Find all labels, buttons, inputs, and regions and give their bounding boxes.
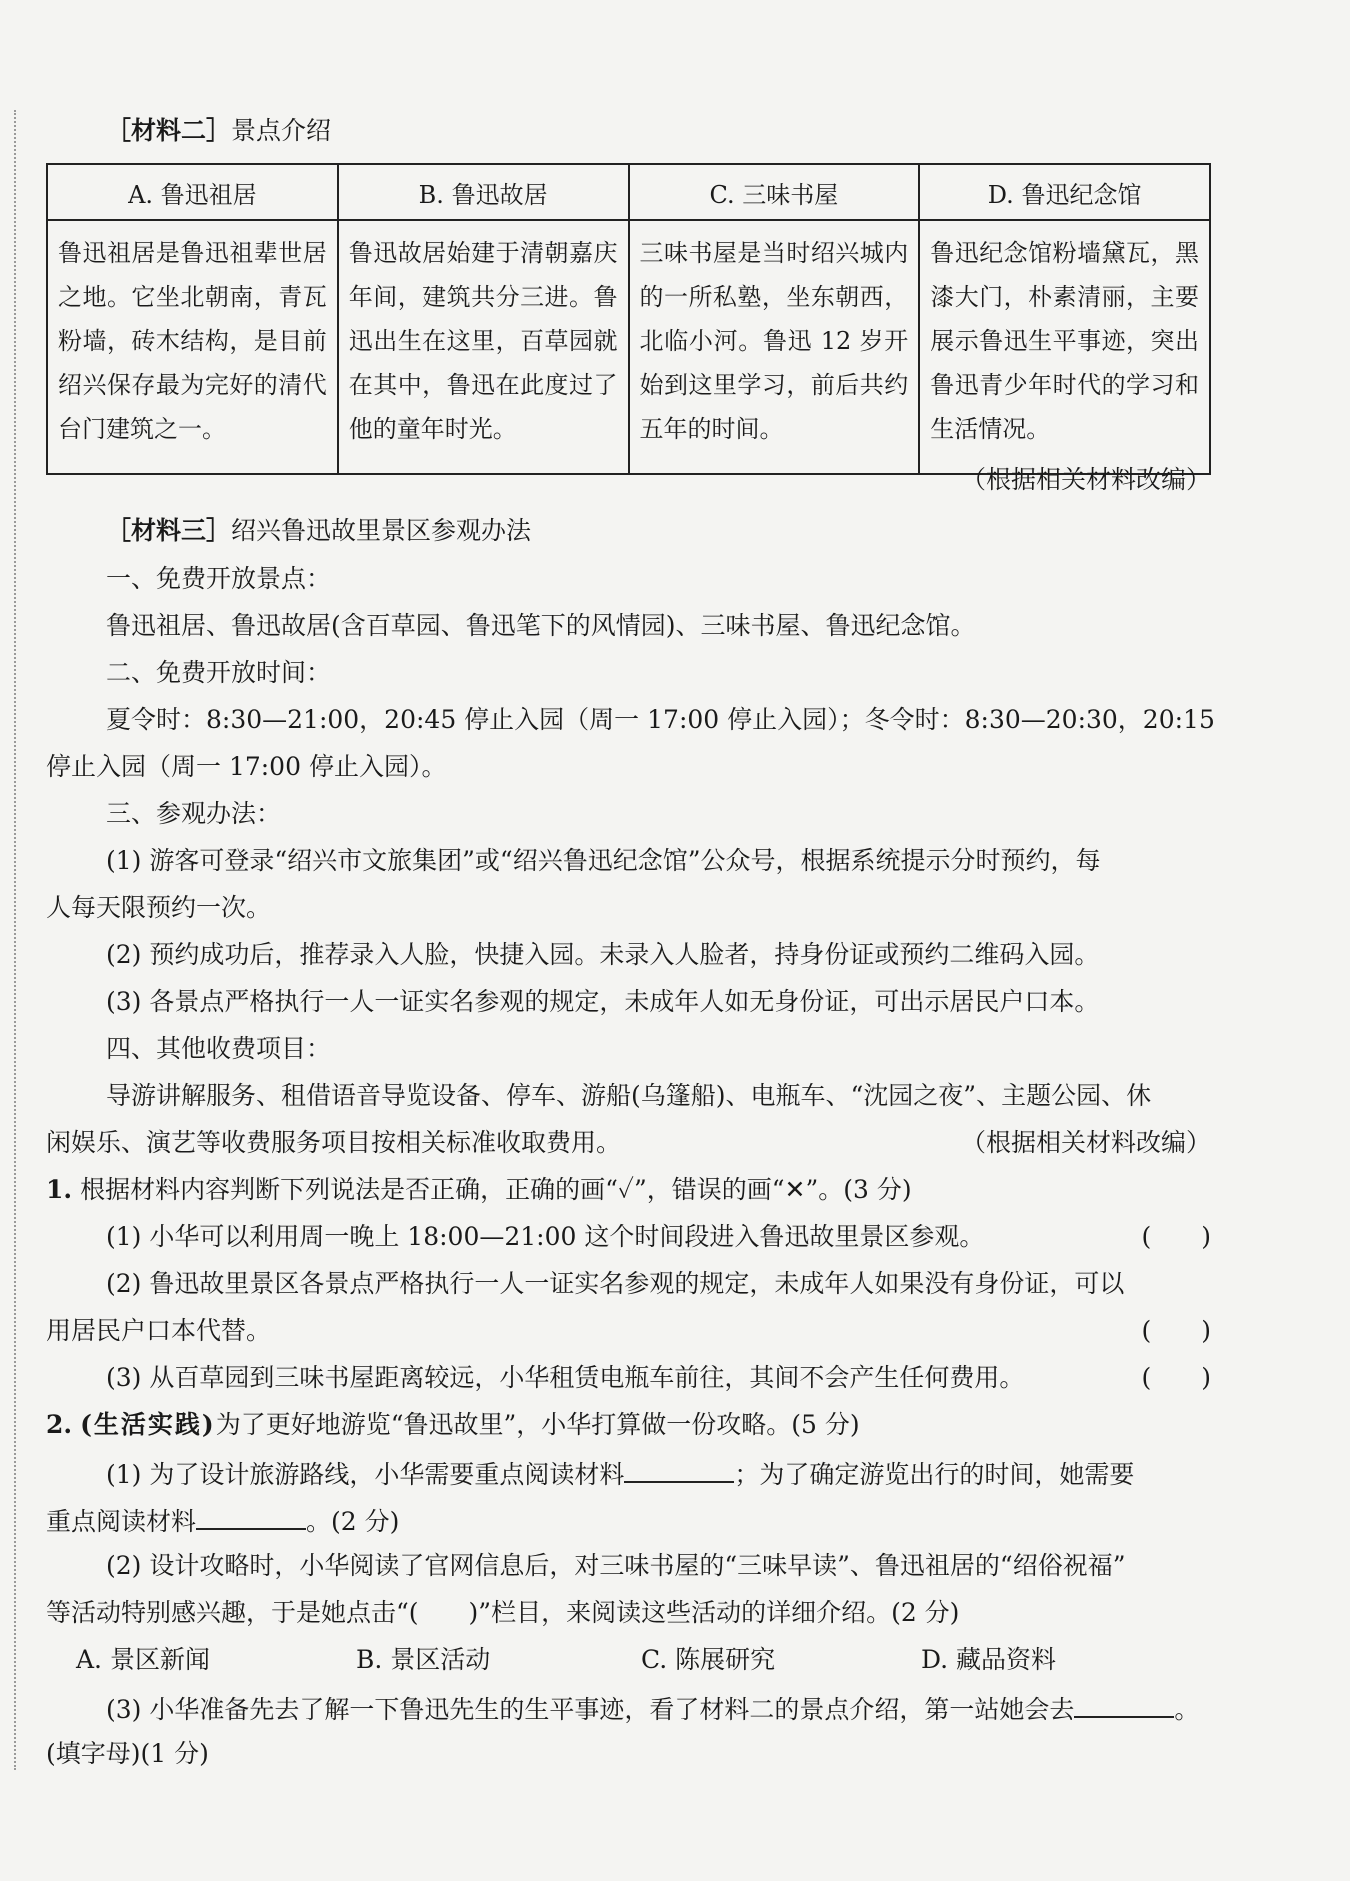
material3-label: ［材料三］ — [106, 516, 232, 545]
question2-part1-text-a: (1) 为了设计旅游路线，小华需要重点阅读材料 — [106, 1460, 625, 1489]
section4-title: 四、其他收费项目： — [106, 1034, 332, 1063]
table-header-c: C. 三味书屋 — [629, 164, 920, 220]
table-header-a: A. 鲁迅祖居 — [47, 164, 338, 220]
question1-item2-answer-box[interactable]: ( ) — [1141, 1316, 1211, 1345]
table-header-d: D. 鲁迅纪念馆 — [919, 164, 1210, 220]
question2-part3-line2: (填字母)(1 分) — [46, 1739, 209, 1768]
question2-number: 2. — [46, 1410, 73, 1439]
question2-part2-line1: (2) 设计攻略时，小华阅读了官网信息后，对三味书屋的“三味早读”、鲁迅祖居的“绍俗祝福” — [106, 1551, 1126, 1580]
question2-part1-line1 — [106, 1455, 1134, 1492]
question1-item1: (1) 小华可以利用周一晚上 18:00—21:00 这个时间段进入鲁迅故里景区参观。 — [106, 1222, 985, 1251]
section3-item1-line1: (1) 游客可登录“绍兴市文旅集团”或“绍兴鲁迅纪念馆”公众号，根据系统提示分时预约，每 — [106, 846, 1101, 875]
question2-part3-line1 — [106, 1690, 1199, 1727]
table-cell-b: 鲁迅故居始建于清朝嘉庆年间，建筑共分三进。鲁迅出生在这里，百草园就在其中，鲁迅在此度过了他的童年时光。 — [338, 220, 629, 474]
section4-body-line1: 导游讲解服务、租借语音导览设备、停车、游船(乌篷船)、电瓶车、“沈园之夜”、主题公园、休 — [106, 1081, 1152, 1110]
scenic-spots-table — [46, 163, 1211, 475]
question2-part3-text: (3) 小华准备先去了解一下鲁迅先生的生平事迹，看了材料二的景点介绍，第一站她会去 — [106, 1695, 1075, 1724]
question1-text: 根据材料内容判断下列说法是否正确，正确的画“✓”，错误的画“✕”。(3 分) — [80, 1175, 912, 1204]
section1-title: 一、免费开放景点： — [106, 564, 332, 593]
question2-part2-line2: 等活动特别感兴趣，于是她点击“( )”栏目，来阅读这些活动的详细介绍。(2 分) — [46, 1598, 960, 1627]
question2-tag: (生活实践) — [80, 1410, 216, 1439]
section4-body-line2: 闲娱乐、演艺等收费服务项目按相关标准收取费用。 — [46, 1128, 622, 1157]
question2-part1-blank2[interactable] — [196, 1502, 306, 1530]
material3-source: （根据相关材料改编） — [960, 1128, 1211, 1157]
question1-item3: (3) 从百草园到三味书屋距离较远，小华租赁电瓶车前往，其间不会产生任何费用。 — [106, 1363, 1025, 1392]
question2-part1-blank1[interactable] — [624, 1455, 734, 1483]
question1-number: 1. — [46, 1175, 73, 1204]
option-d[interactable]: D. 藏品资料 — [921, 1645, 1057, 1674]
question2-stem — [46, 1408, 860, 1442]
question2-part1-text-d: 。(2 分) — [306, 1507, 400, 1536]
material3-title: 绍兴鲁迅故里景区参观办法 — [231, 516, 532, 545]
section3-item1-line2: 人每天限预约一次。 — [46, 893, 272, 922]
question1-stem — [46, 1173, 912, 1207]
binding-margin-line — [14, 110, 16, 1770]
question2-part3-blank[interactable] — [1074, 1690, 1174, 1718]
question2-text: 为了更好地游览“鲁迅故里”，小华打算做一份攻略。(5 分) — [215, 1410, 860, 1439]
option-b[interactable]: B. 景区活动 — [356, 1645, 491, 1674]
question2-part1-text-b: ；为了确定游览出行的时间，她需要 — [734, 1460, 1135, 1489]
question1-item1-answer-box[interactable]: ( ) — [1141, 1222, 1211, 1251]
table-header-b: B. 鲁迅故居 — [338, 164, 629, 220]
question2-part1-text-c: 重点阅读材料 — [46, 1507, 197, 1536]
section3-title: 三、参观办法： — [106, 799, 282, 828]
material2-source: （根据相关材料改编） — [960, 465, 1211, 494]
option-a[interactable]: A. 景区新闻 — [76, 1645, 210, 1674]
material2-title: 景点介绍 — [231, 116, 332, 145]
section2-body-line1: 夏令时：8:30—21:00，20:45 停止入园（周一 17:00 停止入园）；冬令时：8:30—20:30，20:15 — [106, 705, 1215, 734]
table-cell-d: 鲁迅纪念馆粉墙黛瓦，黑漆大门，朴素清丽，主要展示鲁迅生平事迹，突出鲁迅青少年时代的学习和生活情况。 — [919, 220, 1210, 474]
section2-body-line2: 停止入园（周一 17:00 停止入园）。 — [46, 752, 447, 781]
question1-item2-line1: (2) 鲁迅故里景区各景点严格执行一人一证实名参观的规定，未成年人如果没有身份证，可以 — [106, 1269, 1125, 1298]
question1-item2-line2: 用居民户口本代替。 — [46, 1316, 272, 1345]
table-cell-a: 鲁迅祖居是鲁迅祖辈世居之地。它坐北朝南，青瓦粉墙，砖木结构，是目前绍兴保存最为完好的清代台门建筑之一。 — [47, 220, 338, 474]
option-c[interactable]: C. 陈展研究 — [641, 1645, 776, 1674]
section3-item2: (2) 预约成功后，推荐录入人脸，快捷入园。未录入人脸者，持身份证或预约二维码入园。 — [106, 940, 1100, 969]
question2-part3-end: 。 — [1174, 1695, 1200, 1724]
section1-body: 鲁迅祖居、鲁迅故居(含百草园、鲁迅笔下的风情园)、三味书屋、鲁迅纪念馆。 — [106, 611, 976, 640]
section3-item3: (3) 各景点严格执行一人一证实名参观的规定，未成年人如无身份证，可出示居民户口本。 — [106, 987, 1100, 1016]
material2-heading — [106, 114, 331, 148]
table-cell-c: 三味书屋是当时绍兴城内的一所私塾，坐东朝西，北临小河。鲁迅 12 岁开始到这里学习，前后共约五年的时间。 — [629, 220, 920, 474]
question2-part1-line2 — [46, 1502, 399, 1539]
section2-title: 二、免费开放时间： — [106, 658, 332, 687]
material3-heading — [106, 514, 531, 548]
question1-item3-answer-box[interactable]: ( ) — [1141, 1363, 1211, 1392]
material2-label: ［材料二］ — [106, 116, 232, 145]
